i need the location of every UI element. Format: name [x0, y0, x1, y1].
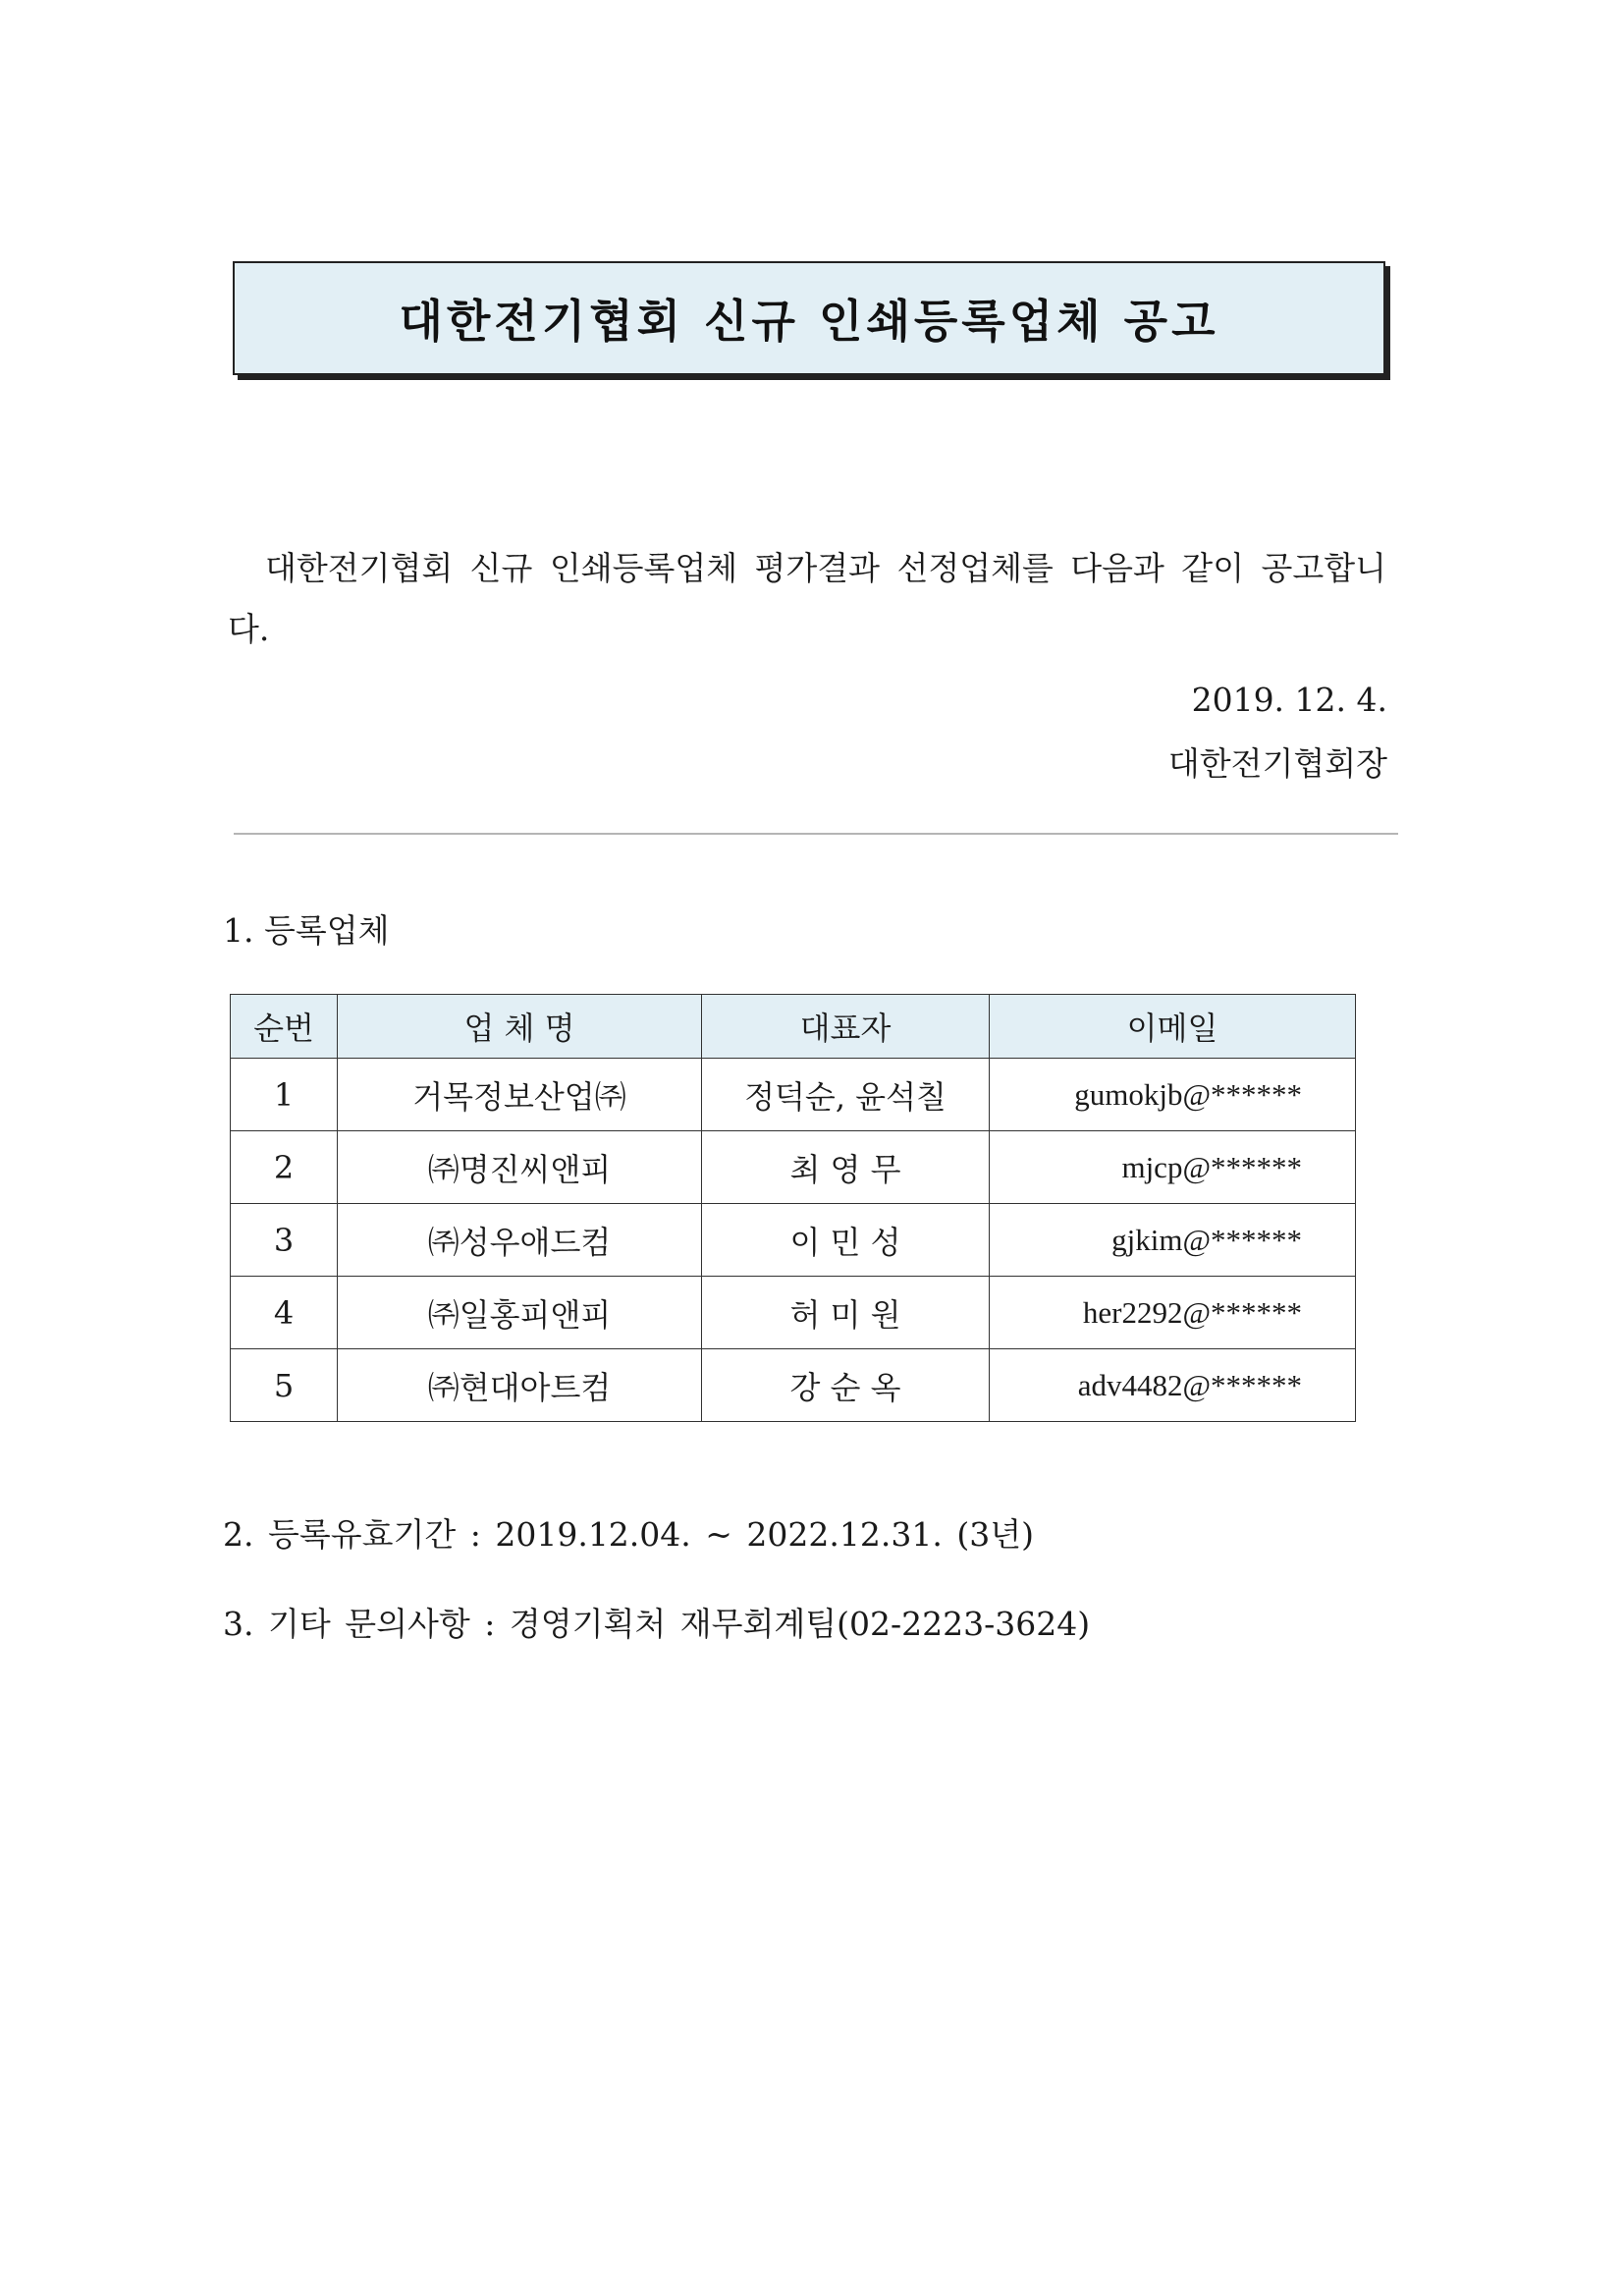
cell-representative: 정덕순, 윤석칠: [702, 1059, 990, 1131]
contact-info: 3. 기타 문의사항 : 경영기획처 재무회계팀(02-2223-3624): [223, 1605, 1091, 1643]
cell-representative: 허 미 원: [702, 1277, 990, 1349]
vendor-table: [230, 994, 1356, 1422]
cell-representative: 최 영 무: [702, 1131, 990, 1204]
cell-no: 4: [231, 1277, 338, 1349]
section-heading-vendors: 1. 등록업체: [223, 911, 390, 950]
cell-email: mjcp@******: [990, 1131, 1356, 1204]
issuer: 대한전기협회장: [1167, 744, 1387, 783]
table-row: [231, 1277, 1356, 1349]
cell-no: 5: [231, 1349, 338, 1422]
cell-no: 2: [231, 1131, 338, 1204]
table-row: [231, 1349, 1356, 1422]
cell-company: 거목정보산업㈜: [338, 1059, 702, 1131]
cell-company: ㈜현대아트컴: [338, 1349, 702, 1422]
cell-company: ㈜명진씨앤피: [338, 1131, 702, 1204]
cell-email: her2292@******: [990, 1277, 1356, 1349]
column-header-no: 순번: [231, 995, 338, 1059]
column-header-company: 업 체 명: [338, 995, 702, 1059]
cell-company: ㈜성우애드컴: [338, 1204, 702, 1277]
cell-email: gjkim@******: [990, 1204, 1356, 1277]
column-header-email: 이메일: [990, 995, 1356, 1059]
title-box: [233, 261, 1385, 375]
cell-representative: 강 순 옥: [702, 1349, 990, 1422]
cell-no: 3: [231, 1204, 338, 1277]
cell-representative: 이 민 성: [702, 1204, 990, 1277]
table-header-row: [231, 995, 1356, 1059]
intro-paragraph: 대한전기협회 신규 인쇄등록업체 평가결과 선정업체를 다음과 같이 공고합니다.: [228, 549, 1386, 648]
cell-email: adv4482@******: [990, 1349, 1356, 1422]
divider: [234, 833, 1398, 835]
table-row: [231, 1131, 1356, 1204]
page-title: 대한전기협회 신규 인쇄등록업체 공고: [399, 295, 1219, 348]
cell-no: 1: [231, 1059, 338, 1131]
registration-validity-period: 2. 등록유효기간 : 2019.12.04. ~ 2022.12.31. (3년): [223, 1515, 1034, 1554]
table-row: [231, 1059, 1356, 1131]
column-header-representative: 대표자: [702, 995, 990, 1059]
cell-email: gumokjb@******: [990, 1059, 1356, 1131]
table-row: [231, 1204, 1356, 1277]
notice-date: 2019. 12. 4.: [1191, 681, 1387, 719]
cell-company: ㈜일홍피앤피: [338, 1277, 702, 1349]
